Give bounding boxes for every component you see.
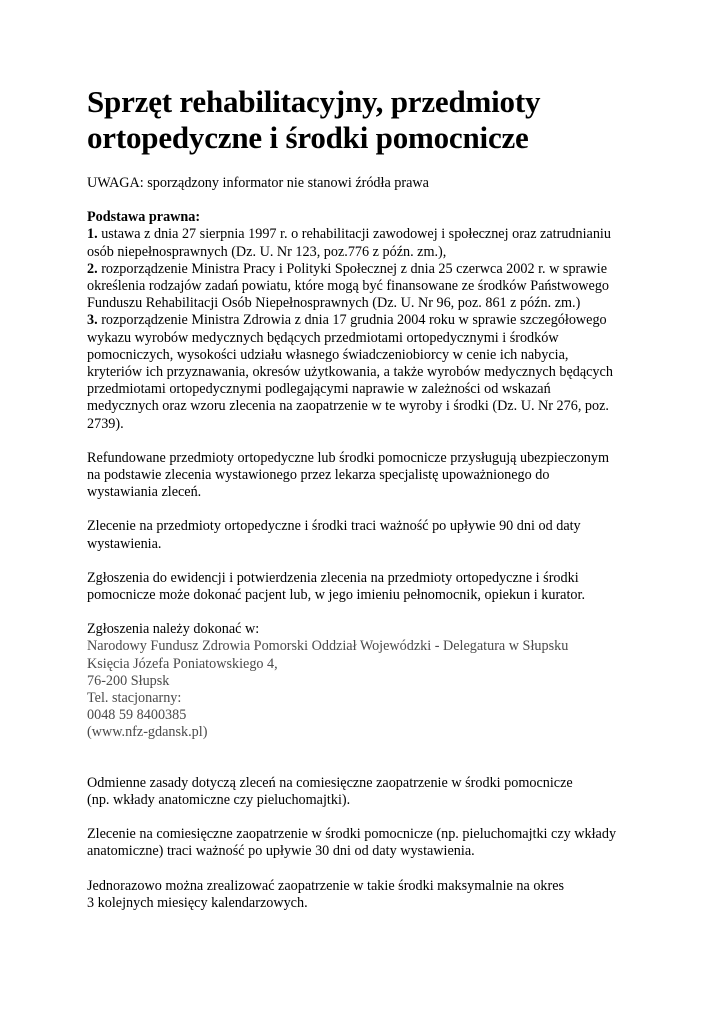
legal-notice: UWAGA: sporządzony informator nie stanowi źródła prawa xyxy=(87,175,429,191)
item-text: kryteriów ich przyznawania, okresów użytkowania, a także wyrobów medycznych będących xyxy=(87,364,613,381)
item-text: rozporządzenie Ministra Zdrowia z dnia 17 grudnia 2004 roku w sprawie szczegółowego xyxy=(97,312,607,329)
validity-paragraph xyxy=(87,518,647,552)
paragraph-line: na podstawie zlecenia wystawionego przez lekarza specjalistę upoważnionego do xyxy=(87,467,550,484)
monthly-validity-paragraph xyxy=(87,826,647,860)
item-text: Funduszu Rehabilitacji Osób Niepełnosprawnych (Dz. U. Nr 96, poz. 861 z późn. zm.) xyxy=(87,295,581,312)
paragraph-line: (np. wkłady anatomiczne czy pieluchomajtki). xyxy=(87,791,351,808)
paragraph-line: Zlecenie na przedmioty ortopedyczne i środki traci ważność po upływie 90 dni od daty xyxy=(87,518,581,535)
paragraph-line: Odmienne zasady dotyczą zleceń na comiesięczne zaopatrzenie w środki pomocnicze xyxy=(87,774,573,791)
phone-label: Tel. stacjonarny: xyxy=(87,690,182,707)
street-address: Księcia Józefa Poniatowskiego 4, xyxy=(87,655,278,672)
contact-block xyxy=(87,638,647,741)
title-line: Sprzęt rehabilitacyjny, przedmioty xyxy=(87,84,541,119)
refund-paragraph xyxy=(87,450,647,502)
document-page xyxy=(87,84,647,912)
item-number: 2. xyxy=(87,260,98,277)
paragraph-line: wystawiania zleceń. xyxy=(87,484,202,501)
item-text: pomocniczych, wysokości udziału własnego świadczeniobiorcy w cenie ich nabycia, xyxy=(87,346,569,363)
website-link[interactable]: (www.nfz-gdansk.pl) xyxy=(87,724,208,741)
legal-basis-heading: Podstawa prawna: xyxy=(87,209,201,226)
phone-number: 0048 59 8400385 xyxy=(87,707,187,724)
paragraph-line: Jednorazowo można zrealizować zaopatrzenie w takie środki maksymalnie na okres xyxy=(87,877,565,894)
one-time-paragraph xyxy=(87,878,647,912)
paragraph-line: pomocnicze może dokonać pacjent lub, w jego imieniu pełnomocnik, opiekun i kurator. xyxy=(87,587,586,604)
registration-paragraph xyxy=(87,570,647,604)
legal-basis-item xyxy=(87,312,647,432)
paragraph-line: Zgłoszenia do ewidencji i potwierdzenia zlecenia na przedmioty ortopedyczne i środki xyxy=(87,569,579,586)
item-text: osób niepełnosprawnych (Dz. U. Nr 123, poz.776 z późn. zm.), xyxy=(87,243,447,260)
item-number: 1. xyxy=(87,226,98,243)
item-text: 2739). xyxy=(87,415,124,432)
item-text: wykazu wyrobów medycznych będących przedmiotami ortopedycznymi i środków xyxy=(87,329,559,346)
paragraph-line: 3 kolejnych miesięcy kalendarzowych. xyxy=(87,894,308,911)
submission-heading: Zgłoszenia należy dokonać w: xyxy=(87,621,260,638)
paragraph-line: anatomiczne) traci ważność po upływie 30 dni od daty wystawienia. xyxy=(87,843,475,860)
item-text: rozporządzenie Ministra Pracy i Polityki Społecznej z dnia 25 czerwca 2002 r. w sprawie xyxy=(97,260,608,277)
paragraph-line: wystawienia. xyxy=(87,535,162,552)
document-title xyxy=(87,84,647,156)
city-address: 76-200 Słupsk xyxy=(87,672,170,689)
title-line: ortopedyczne i środki pomocnicze xyxy=(87,120,529,155)
legal-basis-item xyxy=(87,226,647,260)
item-text: określenia rodzajów zadań powiatu, które mogą być finansowane ze środków Państwowego xyxy=(87,278,610,295)
legal-basis-section xyxy=(87,209,647,433)
item-text: przedmiotami ortopedycznymi podlegającymi naprawie w zależności od wskazań xyxy=(87,381,551,398)
item-number: 3. xyxy=(87,312,98,329)
paragraph-line: Zlecenie na comiesięczne zaopatrzenie w środki pomocnicze (np. pieluchomajtki czy wkłady xyxy=(87,826,617,843)
item-text: medycznych oraz wzoru zlecenia na zaopatrzenie w te wyroby i środki (Dz. U. Nr 276, poz. xyxy=(87,398,609,415)
item-text: ustawa z dnia 27 sierpnia 1997 r. o rehabilitacji zawodowej i społecznej oraz zatrudnianiu xyxy=(97,226,611,243)
monthly-rules-paragraph xyxy=(87,775,647,809)
institution-name: Narodowy Fundusz Zdrowia Pomorski Oddział Wojewódzki - Delegatura w Słupsku xyxy=(87,638,569,655)
legal-basis-item xyxy=(87,261,647,313)
submission-section xyxy=(87,621,647,741)
paragraph-line: Refundowane przedmioty ortopedyczne lub środki pomocnicze przysługują ubezpieczonym xyxy=(87,449,610,466)
